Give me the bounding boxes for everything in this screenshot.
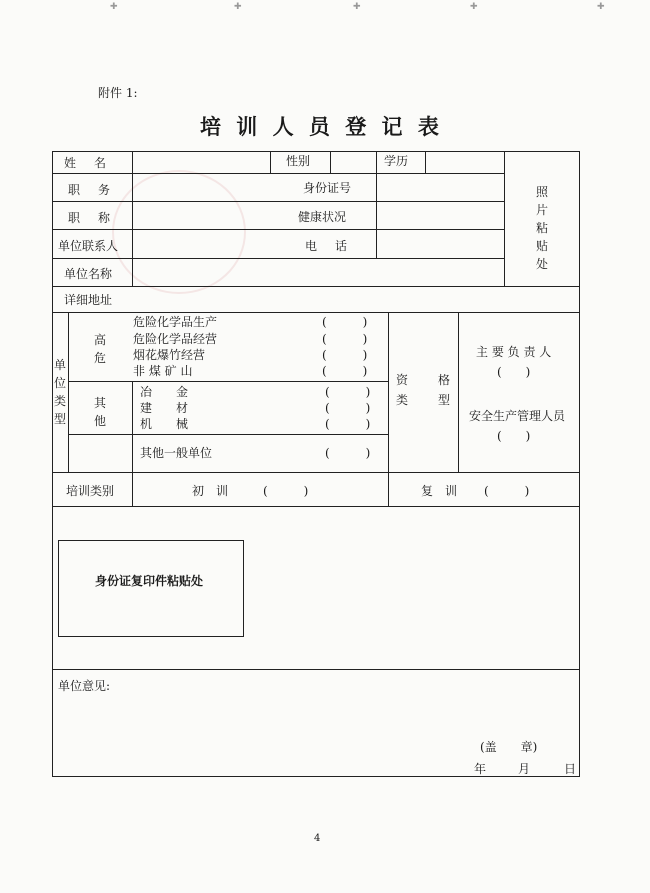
rule <box>376 151 377 258</box>
label-other: 其他 <box>93 396 106 428</box>
id-copy-paste-area <box>58 540 244 637</box>
rule <box>52 173 504 174</box>
rule <box>52 312 580 313</box>
qual-paren[interactable]: ( ) <box>497 365 531 379</box>
label-id-copy: 身份证复印件粘贴处 <box>95 574 204 588</box>
binder-mark: ✚ <box>353 2 361 12</box>
qual-safety-manager: 安全生产管理人员 <box>469 409 566 423</box>
checkbox-paren[interactable]: ( ) <box>325 385 371 399</box>
rule <box>52 258 504 259</box>
label-phone: 电话 <box>305 239 366 253</box>
label-education: 学历 <box>384 154 409 168</box>
label-month: 月 <box>518 762 531 776</box>
training-initial: 初 训 <box>192 484 229 498</box>
rule <box>52 229 504 230</box>
other-item: 机 械 <box>140 417 189 431</box>
checkbox-paren[interactable]: ( ) <box>322 332 368 346</box>
rule <box>68 434 388 435</box>
training-initial-paren[interactable]: ( ) <box>263 484 309 498</box>
rule <box>132 151 133 286</box>
label-unit-name: 单位名称 <box>64 267 113 281</box>
rule <box>52 286 580 287</box>
label-unit-type: 单位类型 <box>53 358 66 426</box>
general-unit-item: 其他一般单位 <box>140 446 213 460</box>
label-unit-opinion: 单位意见: <box>58 679 111 693</box>
training-retrain-paren[interactable]: ( ) <box>484 484 530 498</box>
other-item: 建 材 <box>140 401 189 415</box>
rule <box>52 669 580 670</box>
checkbox-paren[interactable]: ( ) <box>325 401 371 415</box>
qual-paren[interactable]: ( ) <box>497 429 531 443</box>
high-risk-item: 危险化学品生产 <box>133 315 218 329</box>
label-qualification-1: 资格 类型 <box>396 373 481 407</box>
attachment-label: 附件 1: <box>98 86 138 100</box>
label-high-risk: 高危 <box>93 333 106 365</box>
label-photo-area: 照片粘贴处 <box>535 185 548 271</box>
label-position: 职务 <box>68 183 129 197</box>
rule <box>132 381 133 472</box>
label-health: 健康状况 <box>298 210 347 224</box>
checkbox-paren[interactable]: ( ) <box>322 315 368 329</box>
rule <box>330 151 331 173</box>
label-title-rank: 职称 <box>68 211 129 225</box>
rule <box>388 312 389 506</box>
checkbox-paren[interactable]: ( ) <box>322 348 368 362</box>
label-contact: 单位联系人 <box>58 239 119 253</box>
page-title: 培 训 人 员 登 记 表 <box>200 114 443 139</box>
high-risk-item: 非 煤 矿 山 <box>133 364 193 378</box>
checkbox-paren[interactable]: ( ) <box>325 446 371 460</box>
rule <box>132 472 133 506</box>
rule <box>68 312 69 472</box>
high-risk-item: 危险化学品经营 <box>133 332 218 346</box>
label-day: 日 <box>564 762 577 776</box>
binder-mark: ✚ <box>597 2 605 12</box>
rule <box>52 506 580 507</box>
page-number: 4 <box>314 833 321 844</box>
label-gender: 性别 <box>286 154 311 168</box>
rule <box>504 151 505 286</box>
other-item: 冶 金 <box>140 385 189 399</box>
training-retrain: 复 训 <box>421 484 458 498</box>
qual-main-leader: 主 要 负 责 人 <box>476 345 552 359</box>
label-year: 年 <box>474 762 487 776</box>
high-risk-item: 烟花爆竹经营 <box>133 348 206 362</box>
checkbox-paren[interactable]: ( ) <box>325 417 371 431</box>
label-seal: (盖 章) <box>480 740 538 754</box>
label-training-type: 培训类别 <box>66 484 115 498</box>
rule <box>52 201 504 202</box>
binder-mark: ✚ <box>110 2 118 12</box>
binder-mark: ✚ <box>234 2 242 12</box>
label-id-number: 身份证号 <box>303 181 352 195</box>
checkbox-paren[interactable]: ( ) <box>322 364 368 378</box>
label-name: 姓名 <box>64 156 125 170</box>
rule <box>425 151 426 173</box>
rule <box>270 151 271 173</box>
binder-mark: ✚ <box>470 2 478 12</box>
rule <box>68 381 388 382</box>
label-address: 详细地址 <box>64 293 113 307</box>
